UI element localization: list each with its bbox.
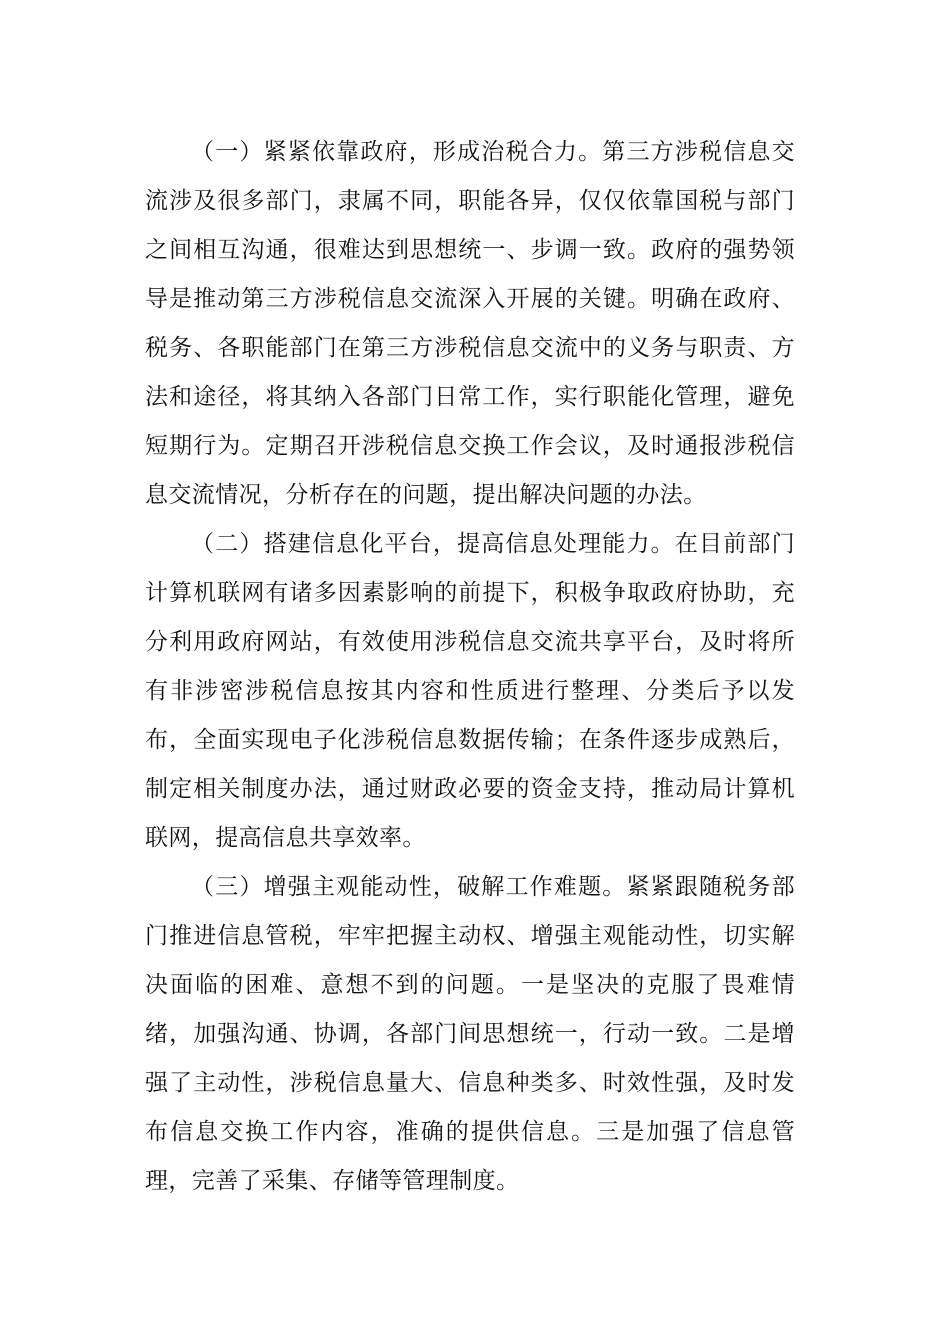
paragraph-1: （一）紧紧依靠政府，形成治税合力。第三方涉税信息交流涉及很多部门，隶属不同，职能各异，仅仅依靠国税与部门之间相互沟通，很难达到思想统一、步调一致。政府的强势领导是推动第三方涉税信息交流深入开展的关键。明确在政府、税务、各职能部门在第三方涉税信息交流中的义务与职责、方法和途径，将其纳入各部门日常工作，实行职能化管理，避免短期行为。定期召开涉税信息交换工作会议，及时通报涉税信息交流情况，分析存在的问题，提出解决问题的办法。 <box>145 139 795 508</box>
paragraph-2: （二）搭建信息化平台，提高信息处理能力。在目前部门计算机联网有诸多因素影响的前提下，积极争取政府协助，充分利用政府网站，有效使用涉税信息交流共享平台，及时将所有非涉密涉税信息按其内容和性质进行整理、分类后予以发布，全面实现电子化涉税信息数据传输；在条件逐步成熟后，制定相关制度办法，通过财政必要的资金支持，推动局计算机联网，提高信息共享效率。 <box>145 531 795 851</box>
document-body <box>145 128 795 1206</box>
paragraph-3: （三）增强主观能动性，破解工作难题。紧紧跟随税务部门推进信息管税，牢牢把握主动权、增强主观能动性，切实解决面临的困难、意想不到的问题。一是坚决的克服了畏难情绪，加强沟通、协调，各部门间思想统一，行动一致。二是增强了主动性，涉税信息量大、信息种类多、时效性强，及时发布信息交换工作内容，准确的提供信息。三是加强了信息管理，完善了采集、存储等管理制度。 <box>145 874 795 1194</box>
